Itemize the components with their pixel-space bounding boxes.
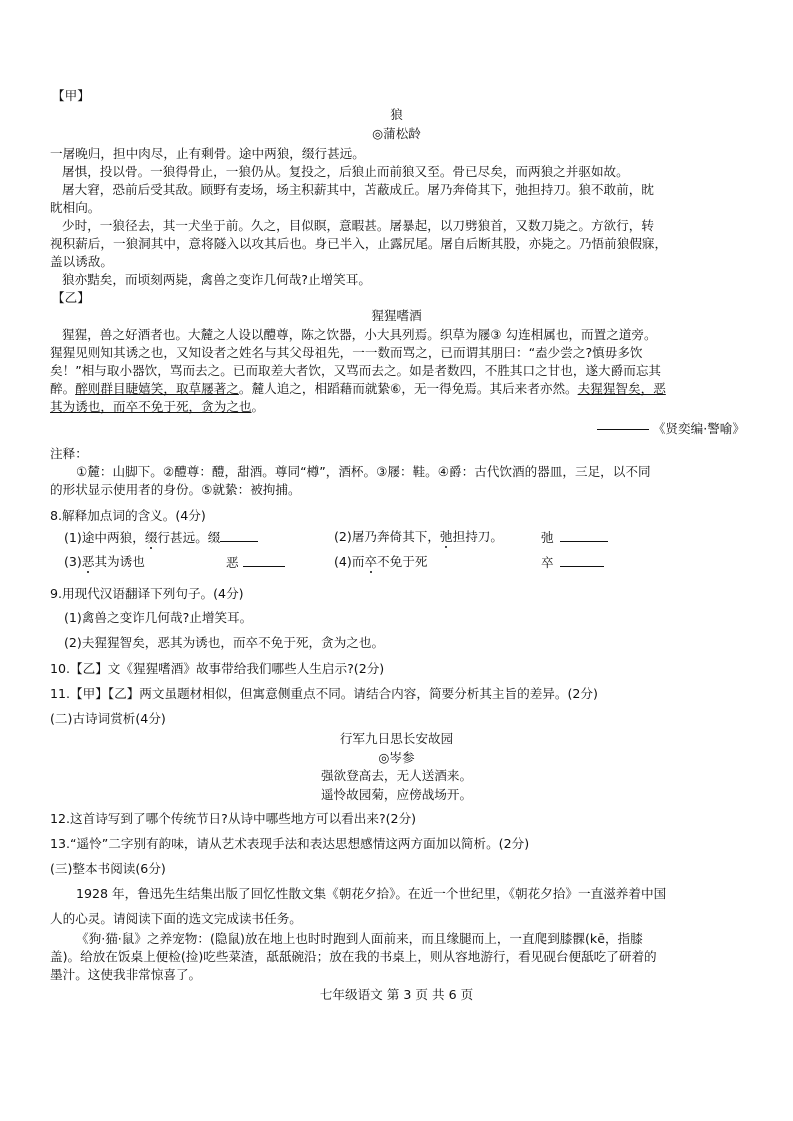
answer-blank-2[interactable]: [560, 529, 608, 542]
question-8-item1: (1)途中两狼，缀行甚远。缀: [64, 529, 258, 546]
passage-yi-line1: 猩猩，兽之好酒者也。大麓之人设以醴尊，陈之饮器，小大具列焉。织草为屦③ 勾连相属也，而置之道旁。: [62, 327, 657, 342]
dotted-word-zu: 卒: [364, 554, 378, 569]
section-3-heading: (三)整本书阅读(6分): [50, 861, 166, 876]
answer-blank-1[interactable]: [220, 529, 258, 542]
passage-yi-label: 【乙】: [52, 290, 90, 305]
passage-yi-line4-start: 醉。: [50, 381, 76, 396]
passage-jia-label: 【甲】: [52, 88, 90, 103]
question-10: 10.【乙】文《猩猩嗜酒》故事带给我们哪些人生启示?(2分): [50, 661, 385, 676]
section-2-heading: (二)古诗词赏析(4分): [50, 711, 166, 726]
passage-yi-line5: [50, 399, 264, 415]
poem-line1: 强欲登高去，无人送酒来。: [320, 768, 473, 783]
passage-jia-p4-line1: 少时，一狼径去，其一犬坐于前。久之，目似瞑，意暇甚。屠暴起，以刀劈狼首，又数刀毙之。方欲行，转: [62, 218, 654, 233]
passage-yi-line4: [50, 381, 666, 397]
poem-author: ◎岑参: [378, 750, 415, 765]
section-3-p1-line1: 1928 年，鲁迅先生结集出版了回忆性散文集《朝花夕拾》。在近一个世纪里，《朝花夕拾》一直滋养着中国: [76, 886, 667, 901]
notes-label: 注释：: [50, 446, 88, 461]
passage-yi-line2: 猩猩见则知其诱之也，又知设者之姓名与其父母祖先，一一数而骂之，已而谓其朋曰：“盍少尝之?慎毋多饮: [50, 345, 643, 360]
passage-yi-line5-end: 。: [251, 399, 265, 414]
passage-jia-p4-line2: 视积薪后，一狼洞其中，意将隧入以攻其后也。身已半入，止露尻尾。屠自后断其股，亦毙之。乃悟前狼假寐，: [50, 236, 668, 251]
question-8-stem: 8.解释加点词的含义。(4分): [50, 508, 206, 523]
notes-line2: 的形状显示使用者的身份。⑤就絷：被拘捕。: [50, 482, 301, 497]
question-9-stem: 9.用现代汉语翻译下列句子。(4分): [50, 586, 244, 601]
passage-yi-line4-mid: 。麓人追之，相蹈藉而就絷⑥，无一得免焉。其后来者亦然。: [238, 381, 578, 396]
passage-yi-underlined-phrase-3: 其为诱也，而卒不免于死，贪为之也: [50, 399, 252, 414]
question-8-item4-answer: 卒: [541, 554, 604, 571]
passage-yi-line3: 矣！”相与取小器饮，骂而去之。已而取差大者饮，又骂而去之。如是者数四，不胜其口之甘也，遂大爵而忘其: [50, 363, 662, 378]
question-11: 11.【甲】【乙】两文虽题材相似，但寓意侧重点不同。请结合内容，简要分析其主旨的差异。(2分): [50, 686, 598, 701]
passage-jia-p2: 屠惧，投以骨。一狼得骨止，一狼仍从。复投之，后狼止而前狼又至。骨已尽矣，而两狼之并驱如故。: [62, 164, 629, 179]
passage-jia-p4-line3: 盖以诱敌。: [50, 254, 113, 269]
answer-blank-4[interactable]: [560, 554, 604, 567]
passage-jia-p3-line2: 眈相向。: [50, 200, 101, 215]
passage-jia-title: 狼: [390, 107, 403, 122]
passage-yi-underlined-phrase-2: 夫猩猩智矣，恶: [577, 381, 666, 396]
question-12: 12.这首诗写到了哪个传统节日?从诗中哪些地方可以看出来?(2分): [50, 811, 417, 826]
page-footer: 七年级语文 第 3 页 共 6 页: [319, 987, 474, 1002]
question-8-item2: (2)屠乃奔倚其下，弛担持刀。: [334, 529, 503, 544]
dotted-word-wu: 恶: [81, 554, 95, 569]
section-3-p2-line3: 墨汁。这使我非常惊喜了。: [50, 967, 202, 982]
poem-title: 行军九日思长安故园: [339, 731, 454, 746]
question-9-sentence2: (2)夫猩猩智矣，恶其为诱也，而卒不免于死，贪为之也。: [64, 635, 385, 650]
answer-blank-3[interactable]: [243, 554, 285, 567]
notes-line1: ①麓：山脚下。②醴尊：醴，甜酒。尊同“樽”，酒杯。③屦：鞋。④爵：古代饮酒的器皿，三足，以不同: [76, 464, 651, 479]
dotted-word-chi: 弛: [440, 529, 453, 544]
question-8-item3: (3)恶其为诱也: [64, 554, 145, 569]
question-8-item3-answer: 恶: [226, 554, 285, 571]
passage-yi-source: [597, 421, 745, 437]
question-8-item2-answer: 弛: [541, 529, 608, 546]
poem-line2: 遥怜故园菊，应傍战场开。: [320, 787, 473, 802]
question-13: 13.“遥怜”二字别有韵味，请从艺术表现手法和表达思想感情这两方面加以简析。(2分): [50, 836, 530, 851]
passage-yi-underlined-phrase-1: 醉则群目睫嬉笑，取草屦著之: [75, 381, 239, 396]
passage-jia-p1: 一屠晚归，担中肉尽，止有剩骨。途中两狼，缀行甚远。: [50, 146, 365, 161]
passage-jia-p3-line1: 屠大窘，恐前后受其敌。顾野有麦场，场主积薪其中，苫蔽成丘。屠乃奔倚其下，弛担持刀。狼不敢前，眈: [62, 182, 654, 197]
passage-yi-title: 猩猩嗜酒: [371, 308, 422, 323]
section-3-p2-line2: 盖)。给放在饭桌上便检(捡)吃些菜渣，舐舐碗沿；放在我的书桌上，则从容地游行，看见砚台便舐吃了研着的: [50, 949, 657, 964]
passage-jia-author: ◎蒲松龄: [372, 126, 421, 141]
passage-jia-p5: 狼亦黠矣，而顷刻两毙，禽兽之变诈几何哉?止增笑耳。: [62, 272, 371, 287]
source-dash-rule: [597, 429, 649, 430]
section-3-p2-line1: 《狗·猫·鼠》之养宠物：(隐鼠)放在地上也时时跑到人面前来，而且缘腿而上，一直爬到膝髁(kē，指膝: [76, 931, 643, 946]
passage-yi-source-text: 《贤奕编·警喻》: [652, 421, 745, 436]
dotted-word-zhui: 缀: [144, 530, 158, 545]
question-9-sentence1: (1)禽兽之变诈几何哉?止增笑耳。: [64, 610, 253, 625]
question-8-item4: (4)而卒不免于死: [334, 554, 428, 569]
section-3-p1-line2: 人的心灵。请阅读下面的选文完成读书任务。: [50, 911, 302, 926]
